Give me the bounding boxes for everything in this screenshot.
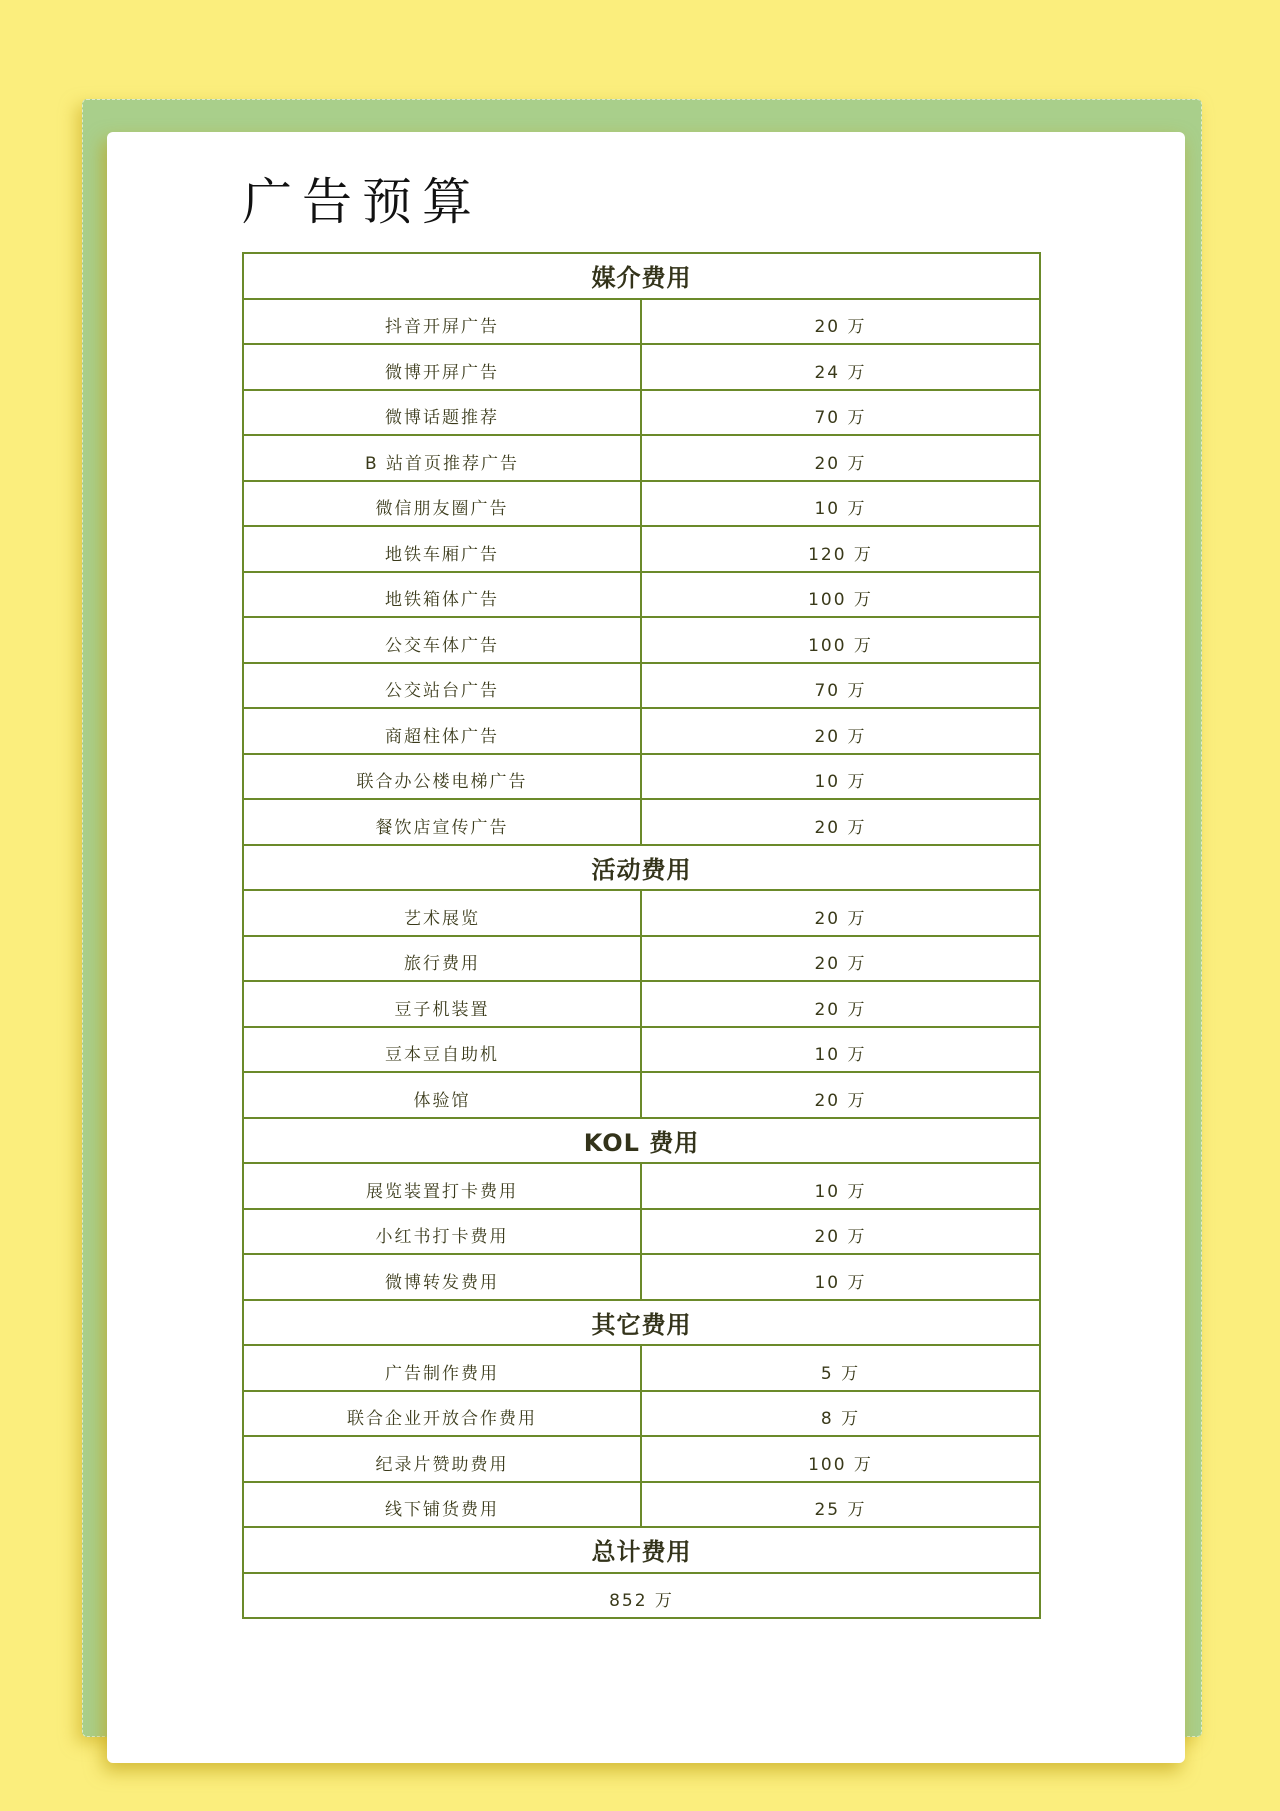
section-header-total (243, 1527, 1040, 1573)
item-label: 体验馆 (243, 1072, 641, 1118)
item-amount: 20 万 (641, 708, 1040, 754)
item-label: 展览装置打卡费用 (243, 1163, 641, 1209)
table-row (243, 754, 1040, 800)
section-heading: 其它费用 (243, 1300, 1040, 1346)
table-row (243, 390, 1040, 436)
table-row (243, 799, 1040, 845)
table-row (243, 572, 1040, 618)
item-label: 地铁车厢广告 (243, 526, 641, 572)
item-amount: 20 万 (641, 890, 1040, 936)
total-amount: 852 万 (243, 1573, 1040, 1619)
item-label: 微博转发费用 (243, 1254, 641, 1300)
item-amount: 70 万 (641, 663, 1040, 709)
item-label: 餐饮店宣传广告 (243, 799, 641, 845)
table-row (243, 1027, 1040, 1073)
item-amount: 20 万 (641, 1072, 1040, 1118)
item-amount: 120 万 (641, 526, 1040, 572)
item-amount: 24 万 (641, 344, 1040, 390)
item-amount: 10 万 (641, 1163, 1040, 1209)
item-amount: 20 万 (641, 936, 1040, 982)
item-amount: 20 万 (641, 435, 1040, 481)
item-label: 联合企业开放合作费用 (243, 1391, 641, 1437)
table-row (243, 1254, 1040, 1300)
item-label: 微信朋友圈广告 (243, 481, 641, 527)
section-header-kol (243, 1118, 1040, 1164)
table-row (243, 936, 1040, 982)
table-row (243, 1436, 1040, 1482)
section-header-other (243, 1300, 1040, 1346)
item-label: 广告制作费用 (243, 1345, 641, 1391)
page-title: 广告预算 (242, 173, 482, 231)
item-amount: 10 万 (641, 1027, 1040, 1073)
item-amount: 10 万 (641, 481, 1040, 527)
table-row (243, 481, 1040, 527)
item-amount: 25 万 (641, 1482, 1040, 1528)
table-row (243, 1391, 1040, 1437)
item-amount: 10 万 (641, 1254, 1040, 1300)
item-label: 旅行费用 (243, 936, 641, 982)
item-label: 豆子机装置 (243, 981, 641, 1027)
item-label: 微博话题推荐 (243, 390, 641, 436)
item-amount: 10 万 (641, 754, 1040, 800)
item-label: 地铁箱体广告 (243, 572, 641, 618)
item-label: 豆本豆自助机 (243, 1027, 641, 1073)
item-amount: 20 万 (641, 799, 1040, 845)
table-row (243, 1163, 1040, 1209)
table-row (243, 1209, 1040, 1255)
item-amount: 20 万 (641, 1209, 1040, 1255)
item-label: 公交站台广告 (243, 663, 641, 709)
item-label: 线下铺货费用 (243, 1482, 641, 1528)
budget-table (242, 252, 1041, 1619)
item-amount: 8 万 (641, 1391, 1040, 1437)
item-amount: 20 万 (641, 981, 1040, 1027)
item-label: 微博开屏广告 (243, 344, 641, 390)
table-row (243, 890, 1040, 936)
total-row (243, 1573, 1040, 1619)
item-amount: 100 万 (641, 1436, 1040, 1482)
item-label: B 站首页推荐广告 (243, 435, 641, 481)
item-amount: 5 万 (641, 1345, 1040, 1391)
table-row (243, 299, 1040, 345)
section-header-events (243, 845, 1040, 891)
table-row (243, 1482, 1040, 1528)
table-row (243, 435, 1040, 481)
table-row (243, 617, 1040, 663)
section-heading: 活动费用 (243, 845, 1040, 891)
table-row (243, 663, 1040, 709)
item-label: 联合办公楼电梯广告 (243, 754, 641, 800)
table-row (243, 981, 1040, 1027)
section-heading: KOL 费用 (243, 1118, 1040, 1164)
item-label: 艺术展览 (243, 890, 641, 936)
table-row (243, 344, 1040, 390)
section-header-media (243, 253, 1040, 299)
item-label: 纪录片赞助费用 (243, 1436, 641, 1482)
table-row (243, 526, 1040, 572)
item-amount: 100 万 (641, 572, 1040, 618)
item-label: 抖音开屏广告 (243, 299, 641, 345)
item-amount: 100 万 (641, 617, 1040, 663)
item-amount: 70 万 (641, 390, 1040, 436)
item-label: 商超柱体广告 (243, 708, 641, 754)
item-label: 小红书打卡费用 (243, 1209, 641, 1255)
table-row (243, 1072, 1040, 1118)
table-row (243, 1345, 1040, 1391)
item-amount: 20 万 (641, 299, 1040, 345)
total-heading: 总计费用 (243, 1527, 1040, 1573)
item-label: 公交车体广告 (243, 617, 641, 663)
table-row (243, 708, 1040, 754)
section-heading: 媒介费用 (243, 253, 1040, 299)
